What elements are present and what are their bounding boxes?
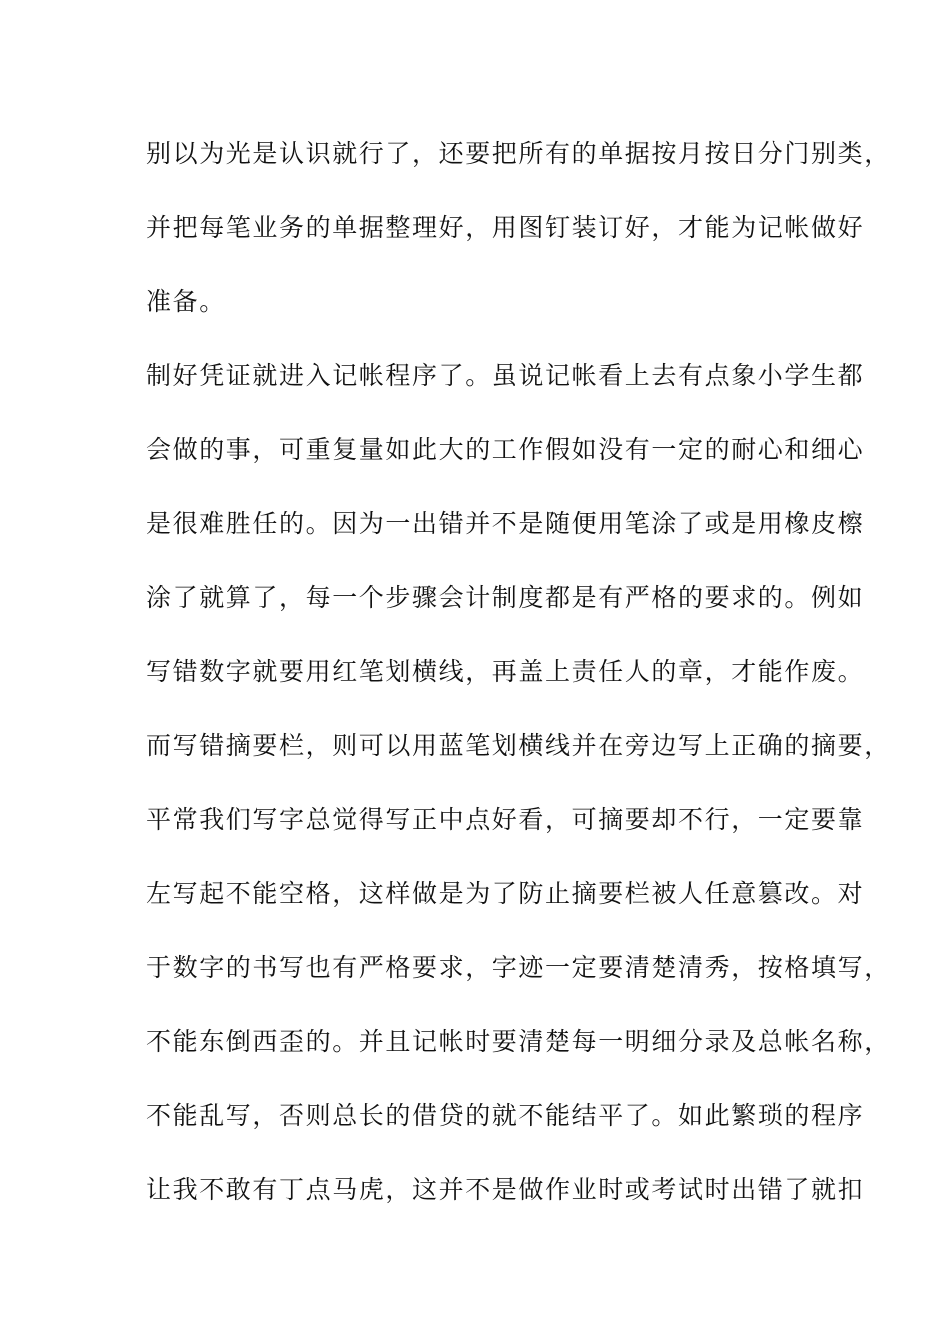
text-line: 平常我们写字总觉得写正中点好看，可摘要却不行，一定要靠 — [146, 805, 865, 834]
text-line: 不能东倒西歪的。并且记帐时要清楚每一明细分录及总帐名称， — [146, 1027, 891, 1056]
text-line: 写错数字就要用红笔划横线，再盖上责任人的章，才能作废。 — [146, 657, 865, 686]
text-line: 让我不敢有丁点马虎，这并不是做作业时或考试时出错了就扣 — [146, 1175, 865, 1204]
text-line: 不能乱写，否则总长的借贷的就不能结平了。如此繁琐的程序 — [146, 1101, 865, 1130]
text-line: 准备。 — [146, 287, 226, 316]
text-line: 而写错摘要栏，则可以用蓝笔划横线并在旁边写上正确的摘要， — [146, 731, 891, 760]
text-line: 左写起不能空格，这样做是为了防止摘要栏被人任意篡改。对 — [146, 879, 865, 908]
text-line: 是很难胜任的。因为一出错并不是随便用笔涂了或是用橡皮檫 — [146, 509, 865, 538]
text-line: 涂了就算了，每一个步骤会计制度都是有严格的要求的。例如 — [146, 583, 865, 612]
text-line: 别以为光是认识就行了，还要把所有的单据按月按日分门别类， — [146, 139, 891, 168]
text-line: 并把每笔业务的单据整理好，用图钉装订好，才能为记帐做好 — [146, 213, 865, 242]
text-line: 于数字的书写也有严格要求，字迹一定要清楚清秀，按格填写， — [146, 953, 891, 982]
body-text — [146, 132, 891, 1242]
text-line: 会做的事，可重复量如此大的工作假如没有一定的耐心和细心 — [146, 435, 865, 464]
text-line: 制好凭证就进入记帐程序了。虽说记帐看上去有点象小学生都 — [146, 361, 865, 390]
